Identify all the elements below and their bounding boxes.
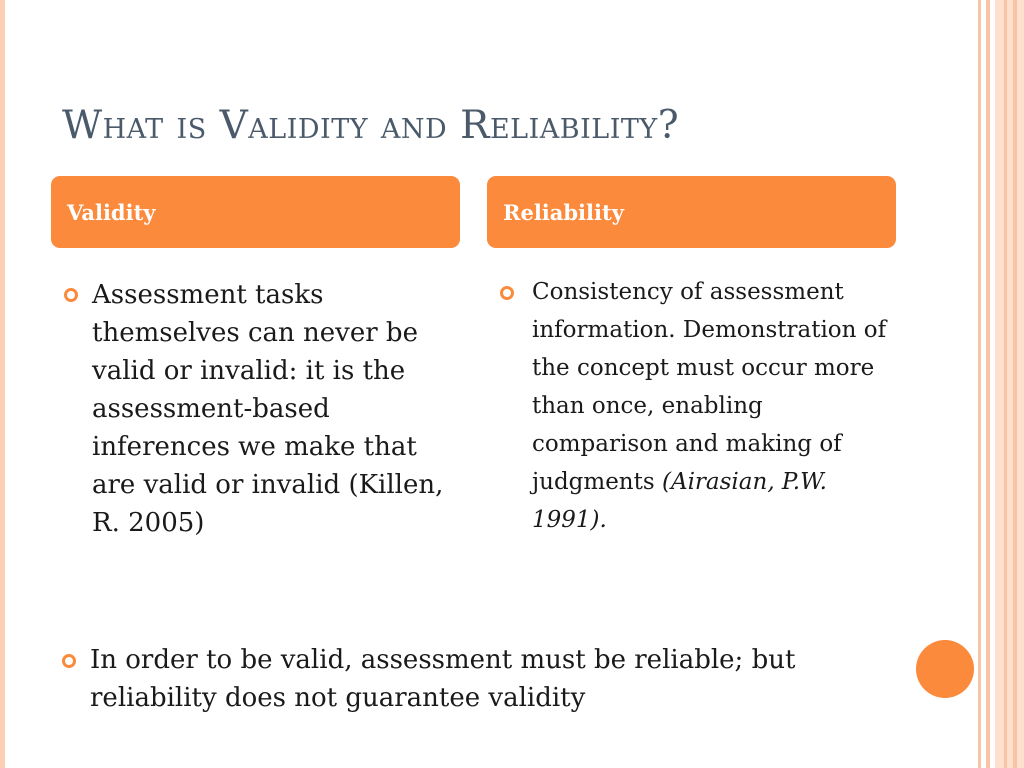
reliability-body: Consistency of assessment information. Demonstration of the concept must occur more than once, enabling comparison and making of judgments — [532, 279, 887, 495]
slide-title: What is Validity and Reliability? — [62, 103, 680, 148]
reliability-citation: (Airasian, P.W. 1991). — [532, 469, 827, 533]
validity-bullet-text: Assessment tasks themselves can never be valid or invalid: it is the assessment-based inferences we make that are valid or invalid (Killen, R. 2005) — [92, 280, 444, 538]
right-decor-line — [1013, 0, 1017, 768]
bullet-icon — [62, 654, 76, 668]
right-decor-line — [986, 0, 990, 768]
right-decor-line — [978, 0, 981, 768]
bullet-icon — [500, 286, 514, 300]
bottom-bullet-text: In order to be valid, assessment must be reliable; but reliability does not guarantee validity — [90, 645, 796, 713]
reliability-bullet-text — [532, 273, 902, 539]
right-decor-band — [995, 0, 1024, 768]
left-border — [0, 0, 5, 768]
decorative-circle — [916, 640, 974, 698]
validity-header: Validity — [51, 176, 460, 248]
right-decor-line — [1004, 0, 1007, 768]
bullet-icon — [64, 288, 78, 302]
reliability-header: Reliability — [487, 176, 896, 248]
